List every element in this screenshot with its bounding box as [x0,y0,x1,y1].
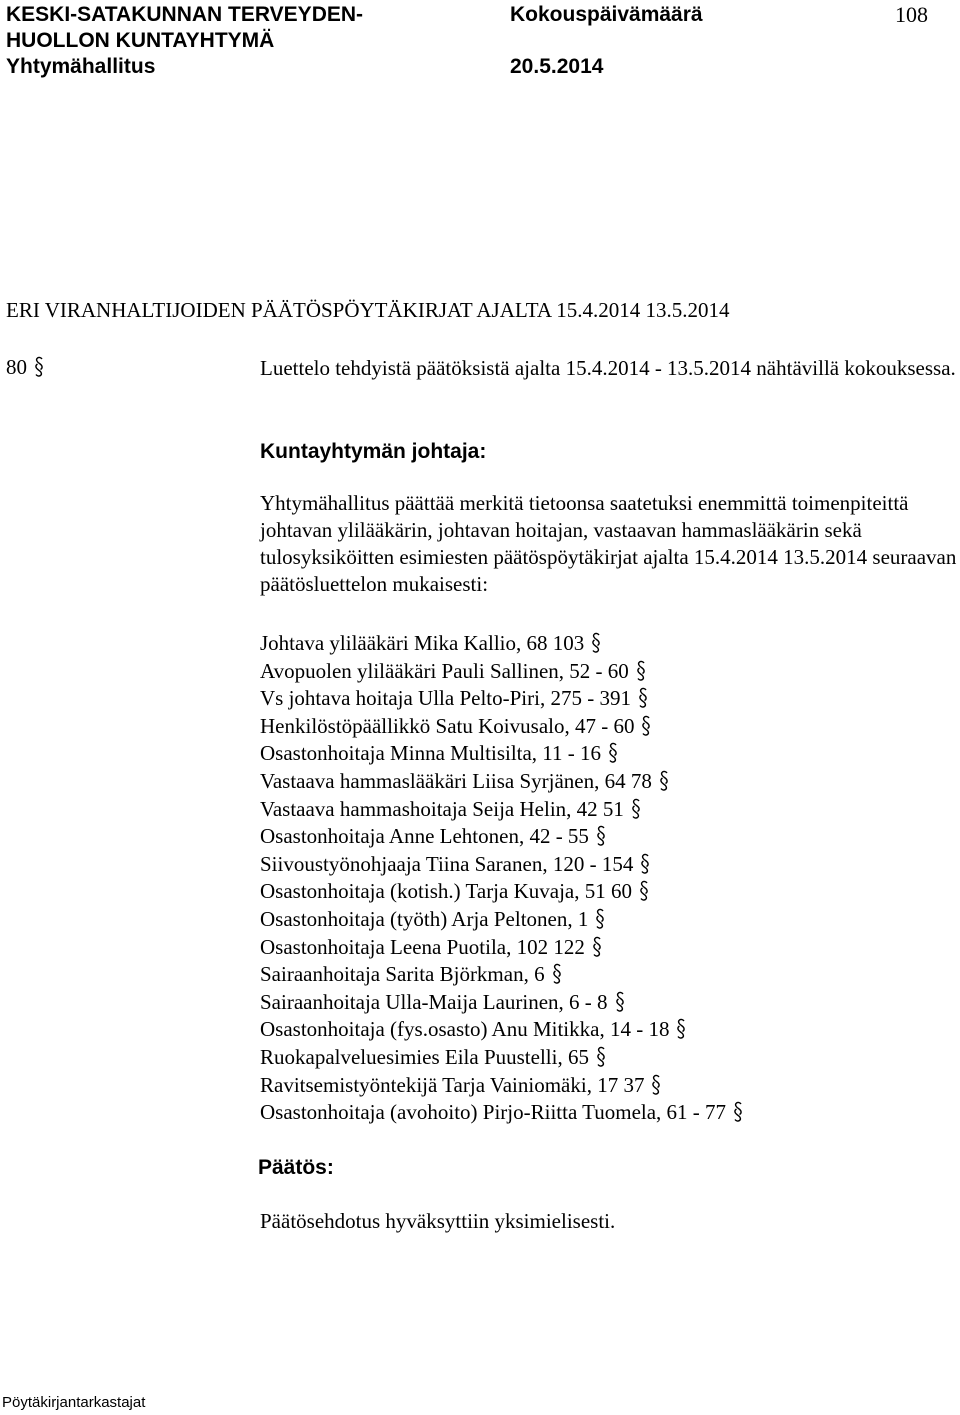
section-sign-icon [33,356,45,378]
decision-list-item [260,768,744,796]
decision-list-item-text: Osastonhoitaja (työth) Arja Peltonen, 1 [260,906,589,931]
section-sign-icon [658,770,670,792]
decision-list-item [260,1016,744,1044]
section-sign-icon [640,715,652,737]
section-sign-icon [590,632,602,654]
decision-list-item-text: Osastonhoitaja (kotish.) Tarja Kuvaja, 51 60 [260,879,632,904]
page-number: 108 [895,2,928,27]
section-sign-icon [639,853,651,875]
item-number-wrap [6,355,45,380]
decision-list-item [260,961,744,989]
decision-list-item-text: Sairaanhoitaja Ulla-Maija Laurinen, 6 - 8 [260,989,608,1014]
governing-body-name: Yhtymähallitus [6,55,156,78]
section-sign-icon [635,660,647,682]
decision-list-item [260,1044,744,1072]
section-sign-icon [607,742,619,764]
section-sign-icon [595,1046,607,1068]
decision-list-item-text: Osastonhoitaja Leena Puotila, 102 122 [260,934,585,959]
decision-list-item-text: Johtava ylilääkäri Mika Kallio, 68 103 [260,631,585,655]
section-sign-icon [638,880,650,902]
section-sign-icon [594,908,606,930]
decision-list-item [260,658,744,686]
decision-list-item [260,685,744,713]
decision-list-item [260,906,744,934]
decision-list-item [260,1099,744,1127]
section-sign-icon [637,687,649,709]
decision-list-item-text: Ravitsemistyöntekijä Tarja Vainiomäki, 17 37 [260,1072,645,1097]
decision-list-item-text: Avopuolen ylilääkäri Pauli Sallinen, 52 - 60 [260,658,629,683]
section-sign-icon [551,963,563,985]
meeting-date-label: Kokouspäivämäärä [510,3,703,26]
decision-list [260,630,744,1127]
decision-list-item-text: Osastonhoitaja (avohoito) Pirjo-Riitta Tuomela, 61 - 77 [260,1100,727,1125]
decision-label: Päätös: [258,1156,334,1179]
decision-list-item-text: Vs johtava hoitaja Ulla Pelto-Piri, 275 - 391 [260,686,631,711]
decision-list-item [260,934,744,962]
decision-list-item-text: Ruokapalveluesimies Eila Puustelli, 65 [260,1044,589,1069]
decision-list-item [260,740,744,768]
decision-list-item-text: Henkilöstöpäällikkö Satu Koivusalo, 47 - 60 [260,713,635,738]
decision-list-item-text: Osastonhoitaja (fys.osasto) Anu Mitikka, 14 - 18 [260,1017,670,1042]
organization-name-line-1: KESKI-SATAKUNNAN TERVEYDEN- [6,3,364,26]
decision-list-item-text: Vastaava hammaslääkäri Liisa Syrjänen, 64 78 [260,768,652,793]
decision-list-item [260,1072,744,1100]
section-sign-icon [732,1101,744,1123]
decision-list-item [260,851,744,879]
section-sign-icon [595,825,607,847]
decision-list-item [260,713,744,741]
section-title: ERI VIRANHALTIJOIDEN PÄÄTÖSPÖYTÄKIRJAT AJALTA 15.4.2014 13.5.2014 [6,298,730,322]
proposer-label: Kuntayhtymän johtaja: [260,440,487,463]
organization-name-line-2: HUOLLON KUNTAYHTYMÄ [6,29,275,52]
decision-list-item-text: Siivoustyönohjaaja Tiina Saranen, 120 - 154 [260,851,634,876]
decision-list-item-text: Sairaanhoitaja Sarita Björkman, 6 [260,962,545,987]
decision-list-item-text: Osastonhoitaja Minna Multisilta, 11 - 16 [260,741,602,766]
item-title: Luettelo tehdyistä päätöksistä ajalta 15.4.2014 - 13.5.2014 nähtävillä kokouksessa. [260,356,956,380]
meeting-date-value: 20.5.2014 [510,55,604,78]
section-sign-icon [630,798,642,820]
section-sign-icon [650,1074,662,1096]
decision-list-item [260,823,744,851]
section-sign-icon [591,936,603,958]
decision-list-item [260,989,744,1017]
decision-list-item [260,796,744,824]
decision-text: Päätösehdotus hyväksyttiin yksimielisesti. [260,1209,616,1233]
decision-list-item-text: Vastaava hammashoitaja Seija Helin, 42 51 [260,796,624,821]
decision-list-item [260,630,744,658]
signatories-label: Pöytäkirjantarkastajat [2,1394,146,1411]
proposal-text: Yhtymähallitus päättää merkitä tietoonsa saatetuksi enemmittä toimenpiteittä johtavan ylilääkärin, johtavan hoitajan, vastaavan hammaslääkärin sekä tulosyksiköitten esimiesten päätöspöytäkirjat ajalta 15.4.2014 13.5.2014 seuraavan päätösluettelon mukaisesti: [260,491,957,596]
decision-list-item-text: Osastonhoitaja Anne Lehtonen, 42 - 55 [260,824,589,849]
item-number: 80 [6,355,27,379]
section-sign-icon [675,1018,687,1040]
section-sign-icon [614,991,626,1013]
decision-list-item [260,878,744,906]
